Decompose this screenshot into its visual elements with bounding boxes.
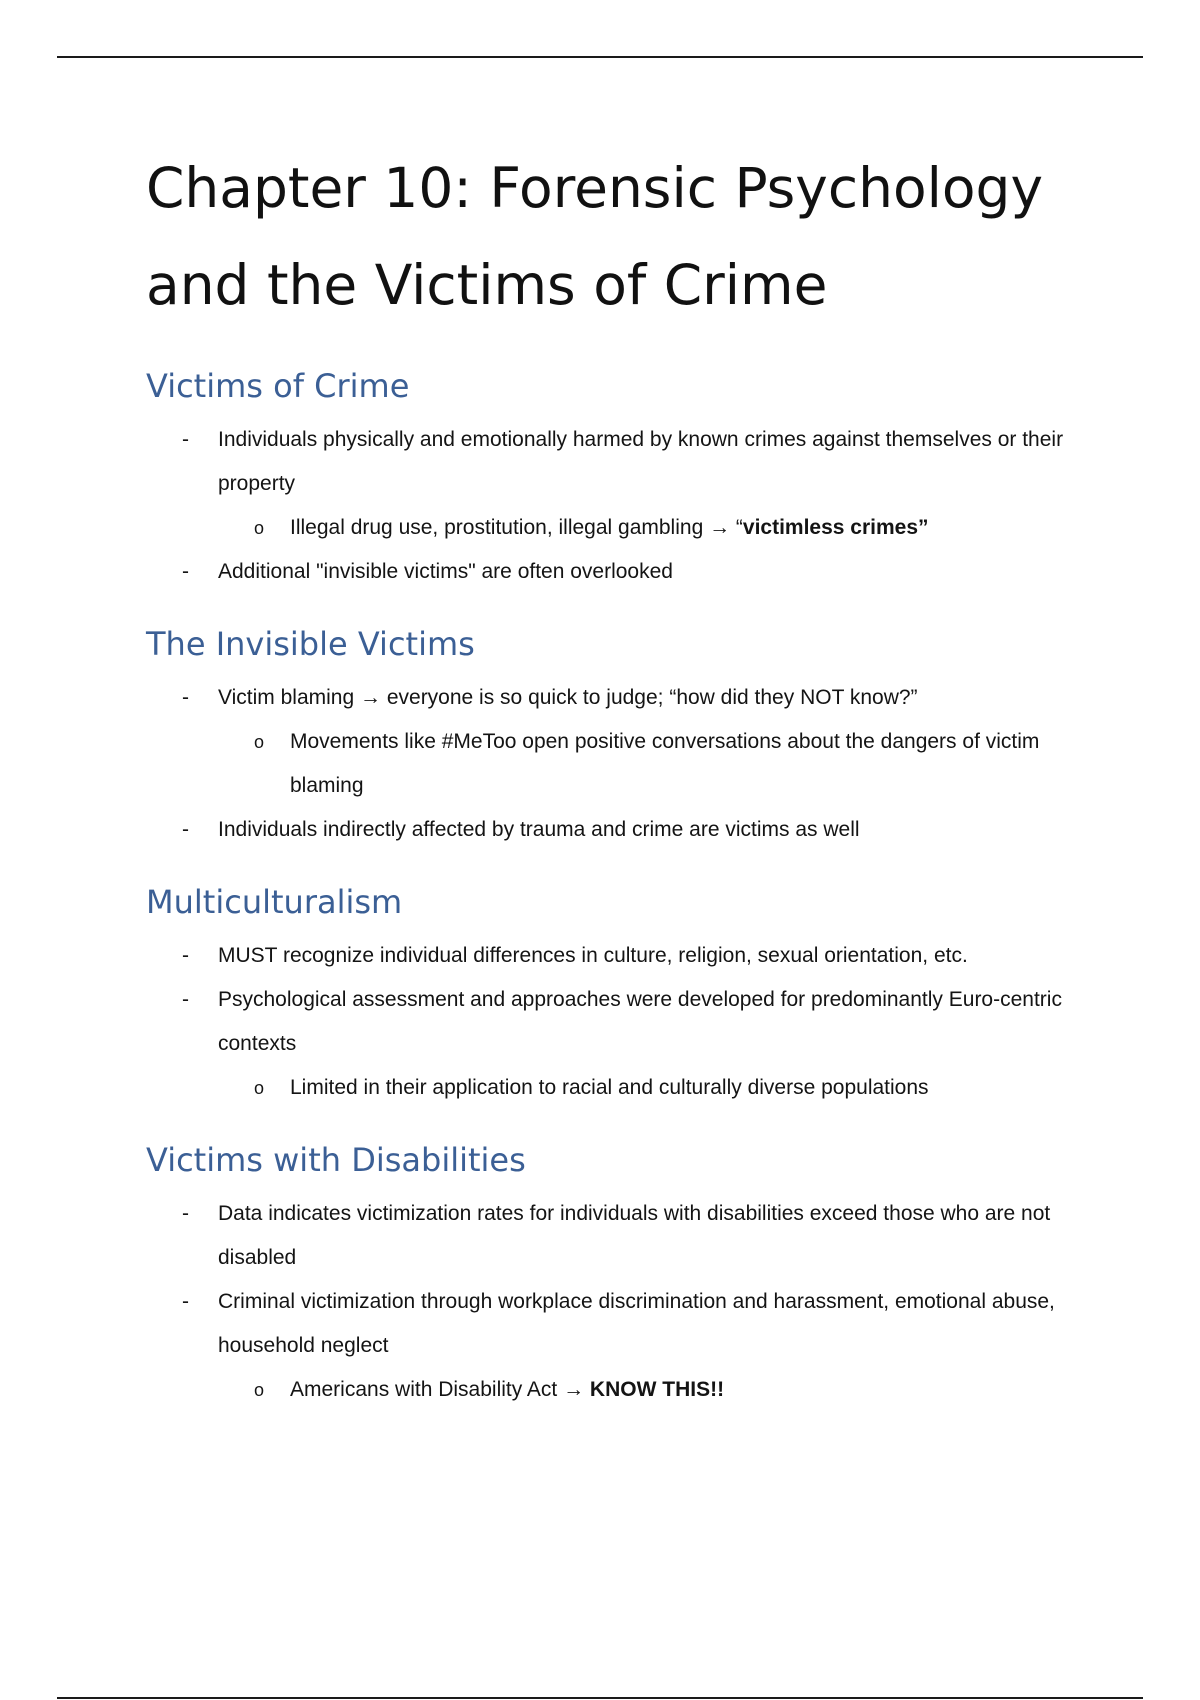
sub-list-item xyxy=(146,720,1102,808)
dash-bullet: - xyxy=(182,428,189,451)
bullet-list xyxy=(146,676,1106,852)
section-heading: Multiculturalism xyxy=(146,883,403,921)
document-body xyxy=(146,140,1106,1440)
section-victims-of-crime xyxy=(146,364,1106,594)
list-item xyxy=(146,676,1102,720)
list-item xyxy=(146,1192,1102,1280)
sub-list-item xyxy=(146,506,1102,550)
circle-bullet: o xyxy=(254,518,265,538)
circle-bullet: o xyxy=(254,1078,265,1098)
dash-bullet: - xyxy=(182,686,189,709)
sub-list-item xyxy=(146,1368,1102,1412)
list-item xyxy=(146,1280,1102,1368)
list-item xyxy=(146,418,1102,506)
list-item-text: Limited in their application to racial and culturally diverse populations xyxy=(290,1076,929,1099)
dash-bullet: - xyxy=(182,988,189,1011)
bullet-list xyxy=(146,1192,1106,1412)
list-item-text: Psychological assessment and approaches were developed for predominantly Euro-centric contexts xyxy=(218,988,1062,1055)
top-border-line xyxy=(57,56,1143,58)
dash-bullet: - xyxy=(182,1290,189,1313)
bullet-list xyxy=(146,934,1106,1110)
list-item-text: Illegal drug use, prostitution, illegal gambling → “ xyxy=(290,516,743,539)
section-invisible-victims xyxy=(146,622,1106,852)
circle-bullet: o xyxy=(254,732,265,752)
section-multiculturalism xyxy=(146,880,1106,1110)
list-item-text: Victim blaming → everyone is so quick to judge; “how did they NOT know?” xyxy=(218,686,918,709)
dash-bullet: - xyxy=(182,560,189,583)
list-item xyxy=(146,808,1102,852)
list-item-text: Data indicates victimization rates for individuals with disabilities exceed those who are not disabled xyxy=(218,1202,1051,1269)
list-item xyxy=(146,550,1102,594)
page-title-line-1: Chapter 10: Forensic Psychology xyxy=(146,156,1043,220)
page-title-line-2: and the Victims of Crime xyxy=(146,253,828,317)
list-item-text: Individuals indirectly affected by trauma and crime are victims as well xyxy=(218,818,860,841)
circle-bullet: o xyxy=(254,1380,265,1400)
list-item-text: Criminal victimization through workplace discrimination and harassment, emotional abuse, household neglect xyxy=(218,1290,1055,1357)
dash-bullet: - xyxy=(182,818,189,841)
section-heading: The Invisible Victims xyxy=(146,625,475,663)
list-item-bold-text: KNOW THIS!! xyxy=(589,1378,725,1401)
list-item xyxy=(146,934,1102,978)
list-item-text: Americans with Disability Act → xyxy=(290,1378,590,1401)
list-item xyxy=(146,978,1102,1066)
list-item-text: Individuals physically and emotionally harmed by known crimes against themselves or their property xyxy=(218,428,1064,495)
bullet-list xyxy=(146,418,1106,594)
sub-list-item xyxy=(146,1066,1102,1110)
bottom-border-line xyxy=(57,1697,1143,1699)
section-heading: Victims of Crime xyxy=(146,367,410,405)
dash-bullet: - xyxy=(182,944,189,967)
list-item-text: MUST recognize individual differences in culture, religion, sexual orientation, etc. xyxy=(218,944,968,967)
section-victims-with-disabilities xyxy=(146,1138,1106,1412)
section-heading: Victims with Disabilities xyxy=(146,1141,526,1179)
list-item-text: Additional "invisible victims" are often overlooked xyxy=(218,560,673,583)
list-item-text: Movements like #MeToo open positive conversations about the dangers of victim blaming xyxy=(290,730,1040,797)
dash-bullet: - xyxy=(182,1202,189,1225)
page-title xyxy=(146,140,1106,334)
list-item-bold-text: victimless crimes” xyxy=(742,516,929,539)
